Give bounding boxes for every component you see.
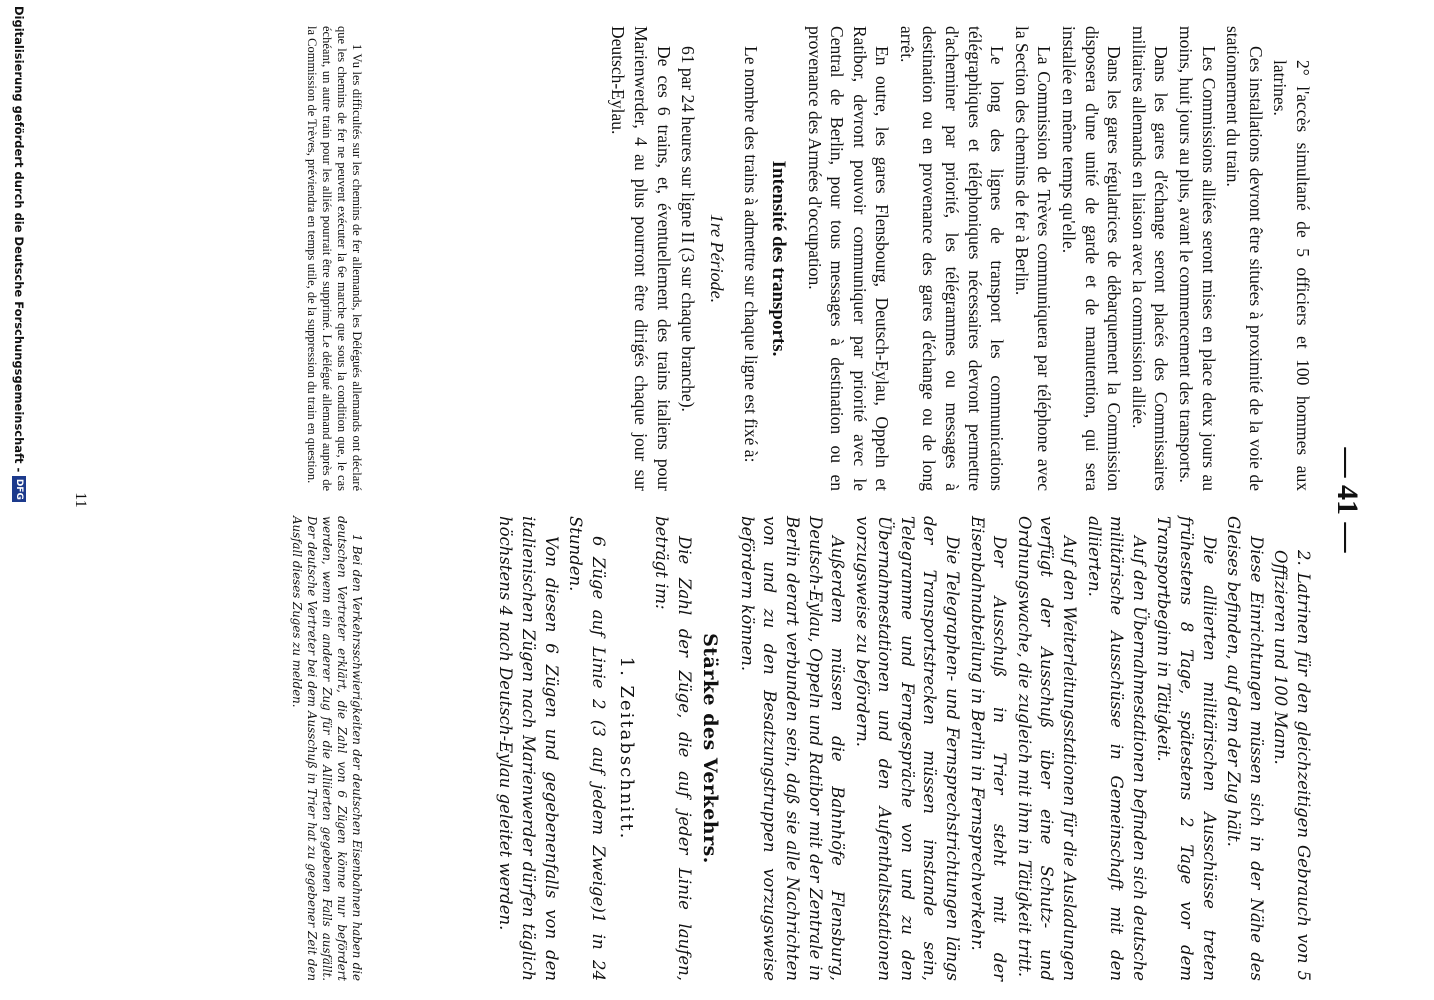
french-paragraph: 61 par 24 heures sur ligne II (3 sur chaque branche). [678,46,699,412]
page-number: — 41 — [1331,447,1364,553]
french-paragraph: Le long des lignes de transport les communications télégraphiques et téléphoniques nécessaires devront permettre d'acheminer par priorité, les télégrammes ou messages à destination ou en provenance des gares d'échange ou de long arrêt. [896,26,1008,491]
german-paragraph: Auf den Übernahmestationen befinden sich deutsche militärische Ausschüsse in Gemeinschaft mit den alliierten. [1084,516,1149,981]
french-paragraph: Dans les gares d'échange seront placés des Commissaires militaires allemands en liaison avec la commission alliée. [1128,26,1172,491]
french-paragraph: De ces 6 trains, et, éventuellement des trains italiens pour Marienwerder, 4 au plus pourront être dirigés chaque jour sur Deutsch-Eylau. [608,26,674,491]
german-paragraph: Der Ausschuß in Trier steht mit der Eisenbahnabteilung in Berlin in Fernsprechverkehr. [967,516,1010,981]
german-paragraph: 6 Züge auf Linie 2 (3 auf jedem Zweige)1 in 24 Stunden. [566,516,608,981]
german-section-heading: Stärke des Verkehrs. [699,633,722,864]
french-paragraph: Ces installations devront être situées à proximité de la voie de stationnement du train. [1223,26,1266,491]
german-footnote-text: 1 Bei den Verkehrsschwierigkeiten der deutschen Eisenbahnen haben die deutschen Vertreter erklärt, die Zahl von 6 Zügen könne nur befördert werden, wenn ein anderer Zug für die Alliierten gegebenen Falls ausfällt. Der deutsche Vertreter bei dem Ausschuß in Trier hat zu gegebener Zeit den Ausfall dieses Zuges zu melden. [290,516,364,981]
german-paragraph: Die Zahl der Züge, die auf jeder Linie laufen, beträgt im: [651,516,694,981]
german-period-heading: 1. Zeitabschnitt. [616,656,638,841]
french-paragraph: La Commission de Trèves communiquera par téléphone avec la Section des chemins de fer à Berlin. [1011,26,1055,491]
french-section-heading: Intensité des transports. [767,160,789,357]
french-column [605,26,1314,491]
german-footnote [289,516,364,981]
french-item-2: 2° l'accès simultané de 5 officiers et 100 hommes aux latrines. [1270,60,1313,491]
digitization-credit: Digitalisierung gefördert durch die Deutsche Forschungsgemeinschaft - [12,6,26,473]
french-paragraph: En outre, les gares Flensbourg, Deutsch-Eylau, Oppeln et Ratibor, devront pouvoir communiquer par priorité avec le Central de Berlin, pour tous messages à destination ou en provenance des Armées d'occupation. [804,26,893,491]
german-paragraph: Diese Einrichtungen müssen sich in der Nähe des Gleises befinden, auf dem der Zug hält. [1224,516,1266,981]
french-footnote [304,26,364,491]
french-period-heading: 1re Période. [706,213,727,304]
french-paragraph: Les Commissions alliées seront mises en place deux jours au moins, huit jours au plus, avant le commencement des transports. [1176,26,1219,491]
german-paragraph: Außerdem müssen die Bahnhöfe Flensburg, Deutsch-Eylau, Oppeln und Ratibor mit der Zentrale in Berlin derart verbunden sein, daß sie alle Nachrichten von und zu den Besatzungstruppen vorzugsweise befördern können. [737,516,848,981]
german-paragraph: Die alliierten militärischen Ausschüsse treten frühestens 8 Tage, spätestens 2 Tage vor dem Transportbeginn in Tätigkeit. [1154,516,1219,981]
french-footnote-text: 1 Vu les difficultés sur les chemins de fer allemands, les Délégués allemands ont déclaré que les chemins de fer ne peuvent exécuter la 6e marche que sous la condition que, le cas échéant, un autre train pour les alliés pourrait être supprimé. Le délégué allemand auprès de la Commission de Trèves, préviendra en temps utile, de la suppression du train en question. [305,26,364,491]
digitization-footer [12,6,26,996]
french-paragraph: Dans les gares régulatrices de débarquement la Commission disposera d'une unité de garde et de manutention, qui sera installée en même temps qu'elle. [1059,26,1125,491]
german-column [492,516,1314,981]
french-paragraph: Le nombre des trains à admettre sur chaque ligne est fixé à: [741,46,762,463]
german-paragraph: Auf den Weiterleitungsstationen für die Ausladungen verfügt der Ausschuß über eine Schutz- und Ordnungswache, die zugleich mit ihm in Tätigkeit tritt. [1014,516,1080,981]
german-paragraph: Die Telegraphen- und Fernsprechstrichtungen längs der Transportstrecken müssen imstande sein, Telegramme und Ferngespräche von und zu den Übernahmestationen und den Aufenthaltsstationen vorzugsweise zu befördern. [852,516,963,981]
dfg-logo-icon: DFG [12,476,26,502]
german-item-2: 2. Latrinen für den gleichzeitigen Gebrauch von 5 Offizieren und 100 Mann. [1271,550,1313,981]
sheet-number: 11 [72,492,89,508]
german-paragraph: Von diesen 6 Zügen und gegebenenfalls von den italienischen Zügen nach Marienwerder dürfen täglich höchstens 4 nach Deutsch-Eylau geleitet werden. [496,516,561,981]
